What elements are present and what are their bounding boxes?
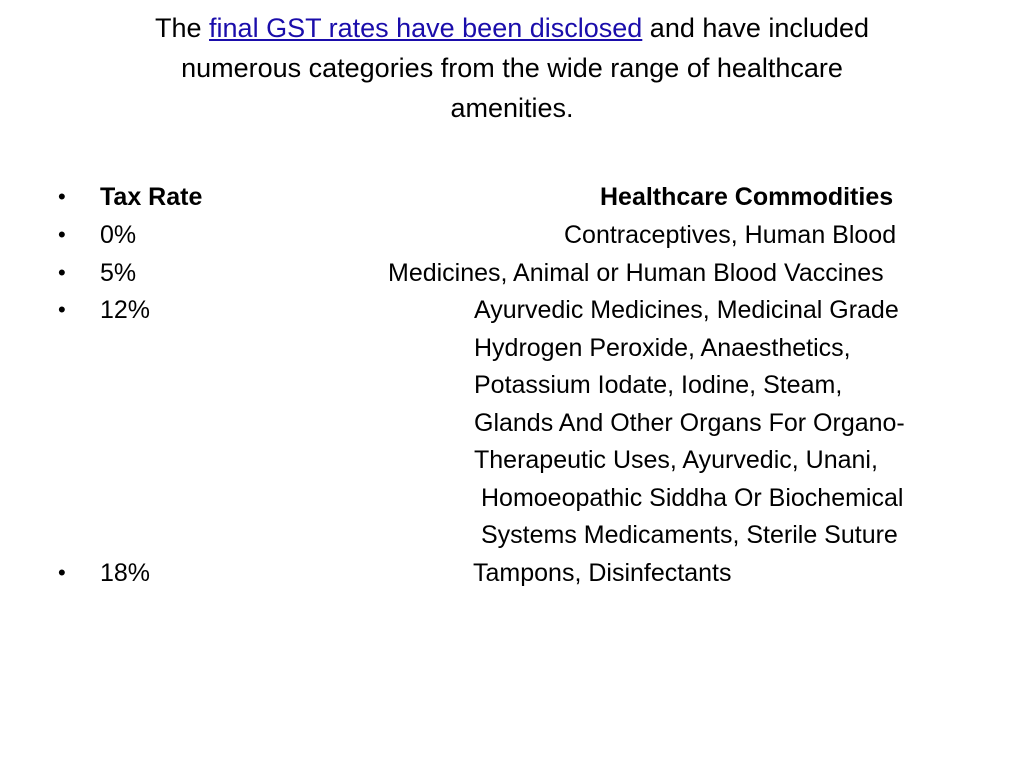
commodity-text: Contraceptives, Human Blood — [564, 221, 897, 249]
title-line-3: amenities. — [450, 93, 574, 123]
commodity-text: Glands And Other Organs For Organo- — [474, 409, 905, 437]
bullet-dot-icon: • — [58, 560, 66, 585]
tax-rate-value: 12% — [100, 296, 151, 324]
title-suffix: and have included — [642, 13, 869, 43]
bullet-dot-icon: • — [58, 297, 66, 322]
list-item-header — [0, 178, 1024, 216]
tax-rate-value: 18% — [100, 559, 151, 587]
list-item-12-percent — [0, 291, 1024, 329]
list-item-5-percent — [0, 254, 1024, 292]
title-line-1 — [90, 8, 934, 48]
title-prefix: The — [155, 13, 210, 43]
commodity-text: Potassium Iodate, Iodine, Steam, — [474, 371, 843, 399]
tax-rate-header: Tax Rate — [100, 183, 203, 211]
tax-rate-value: 5% — [100, 259, 137, 287]
commodity-text: Ayurvedic Medicines, Medicinal Grade — [474, 296, 899, 324]
gst-rates-link[interactable]: final GST rates have been disclosed — [209, 13, 643, 43]
commodity-text: Systems Medicaments, Sterile Suture — [481, 521, 898, 549]
bullet-dot-icon: • — [58, 222, 66, 247]
slide-title — [90, 8, 934, 128]
commodity-text: Hydrogen Peroxide, Anaesthetics, — [474, 334, 851, 362]
commodity-text: Medicines, Animal or Human Blood Vaccines — [388, 259, 884, 287]
commodity-text: Tampons, Disinfectants — [473, 559, 732, 587]
title-line-2: numerous categories from the wide range of healthcare — [181, 53, 843, 83]
commodity-text: Therapeutic Uses, Ayurvedic, Unani, — [474, 446, 878, 474]
commodity-text: Homoeopathic Siddha Or Biochemical — [481, 484, 904, 512]
bullet-dot-icon: • — [58, 184, 66, 209]
tax-rate-value: 0% — [100, 221, 137, 249]
bullet-dot-icon: • — [58, 260, 66, 285]
list-item-18-percent — [0, 554, 1024, 592]
healthcare-commodities-header: Healthcare Commodities — [600, 183, 894, 211]
list-item-0-percent — [0, 216, 1024, 254]
